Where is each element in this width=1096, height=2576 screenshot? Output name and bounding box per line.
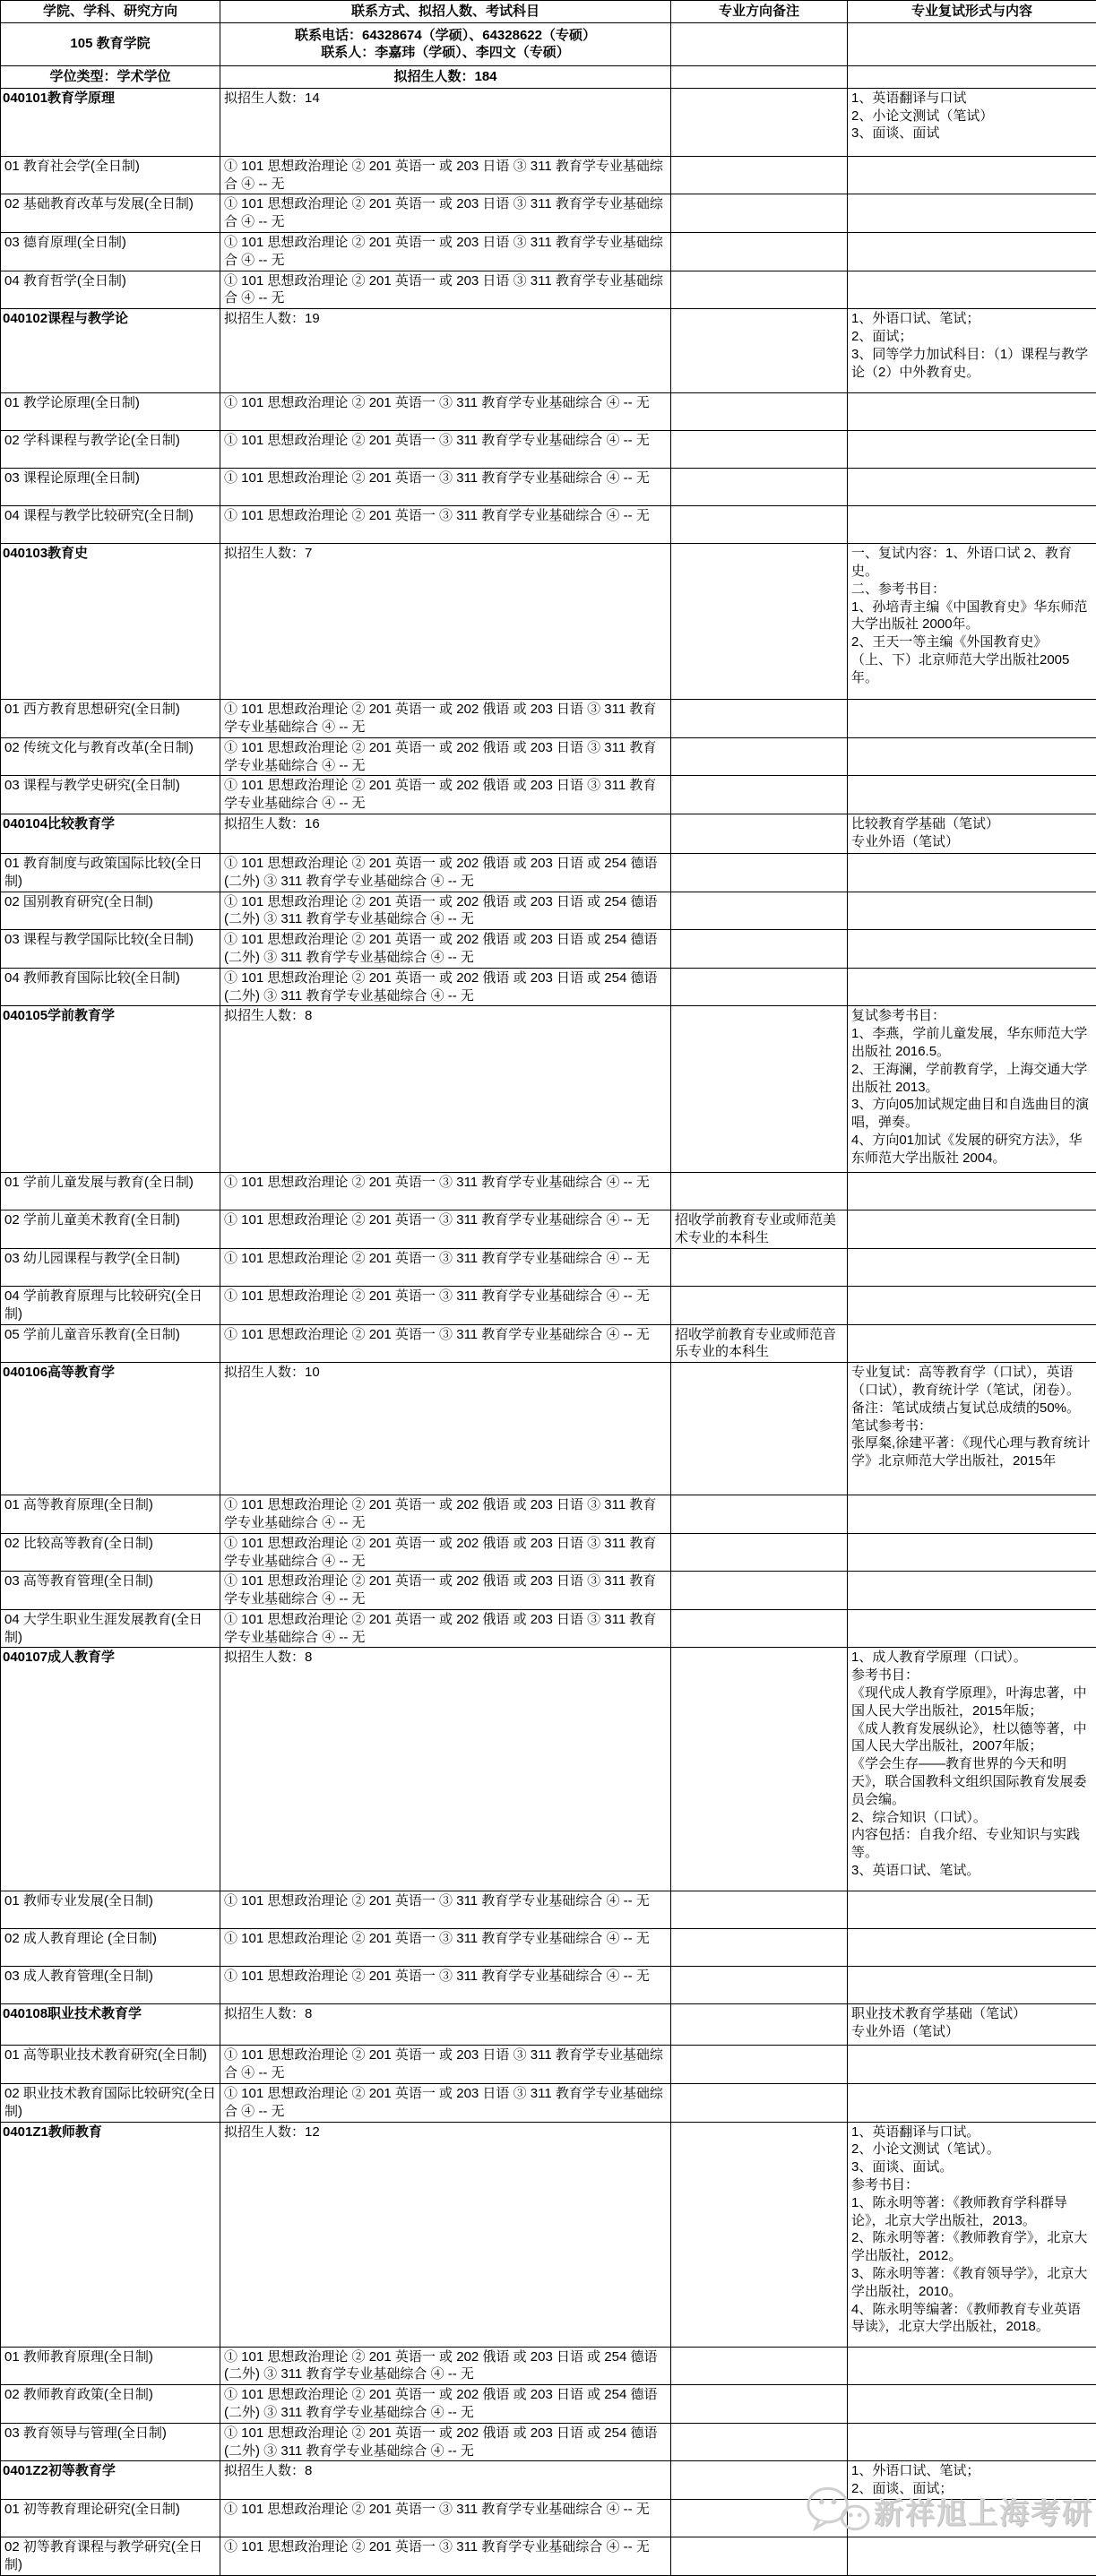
section-retest-cell xyxy=(848,1006,1096,1173)
direction-note-cell xyxy=(671,431,848,469)
exam-subjects-cell: ① 101 思想政治理论 ② 201 英语一 或 202 俄语 或 203 日语 ③ 311 教育学专业基础综合 ④ -- 无 xyxy=(220,776,671,814)
direction-note-cell xyxy=(671,156,848,194)
college-name-cell: 105 教育学院 xyxy=(1,22,220,65)
retest-line: 职业技术教育学基础（笔试） xyxy=(851,2005,1092,2023)
retest-empty-cell xyxy=(848,2385,1096,2424)
direction-row xyxy=(1,393,1096,431)
direction-row xyxy=(1,506,1096,544)
retest-line: 笔试参考书： xyxy=(851,1417,1092,1435)
section-code-cell: 040104比较教育学 xyxy=(1,814,220,853)
exam-subjects-cell: ① 101 思想政治理论 ② 201 英语一 或 202 俄语 或 203 日语 ③ 311 教育学专业基础综合 ④ -- 无 xyxy=(220,700,671,738)
direction-row xyxy=(1,1495,1096,1534)
section-header-row xyxy=(1,1648,1096,1891)
direction-row xyxy=(1,930,1096,969)
direction-note-cell xyxy=(671,1248,848,1286)
direction-row xyxy=(1,2347,1096,2385)
direction-row xyxy=(1,1609,1096,1648)
direction-note-cell xyxy=(671,469,848,506)
direction-name-cell: 04 教师教育国际比较(全日制) xyxy=(1,968,220,1006)
retest-line: （上、下）北京师范大学出版社2005年。 xyxy=(851,651,1092,687)
retest-empty-cell xyxy=(848,1210,1096,1249)
direction-note-cell xyxy=(671,930,848,969)
exam-subjects-cell: ① 101 思想政治理论 ② 201 英语一 或 202 俄语 或 203 日语 ③ 311 教育学专业基础综合 ④ -- 无 xyxy=(220,1495,671,1534)
section-quota-cell: 拟招生人数：10 xyxy=(220,1363,671,1495)
retest-line: 一、复试内容：1、外语口试 2、教育史。 xyxy=(851,545,1092,581)
exam-subjects-cell: ① 101 思想政治理论 ② 201 英语一 ③ 311 教育学专业基础综合 ④ -- 无 xyxy=(220,1210,671,1249)
direction-name-cell: 01 教育制度与政策国际比较(全日制) xyxy=(1,853,220,892)
retest-line: 比较教育学基础（笔试） xyxy=(851,815,1092,833)
exam-subjects-cell: ① 101 思想政治理论 ② 201 英语一 ③ 311 教育学专业基础综合 ④ -- 无 xyxy=(220,2500,671,2537)
direction-row xyxy=(1,1533,1096,1572)
header-col-discipline: 学院、学科、研究方向 xyxy=(1,1,220,23)
direction-name-cell: 02 比较高等教育(全日制) xyxy=(1,1533,220,1572)
exam-subjects-cell: ① 101 思想政治理论 ② 201 英语一 或 203 日语 ③ 311 教育学专业基础综合 ④ -- 无 xyxy=(220,271,671,309)
retest-empty-cell xyxy=(848,1173,1096,1210)
retest-empty-cell xyxy=(848,700,1096,738)
retest-empty-cell xyxy=(848,469,1096,506)
exam-subjects-cell: ① 101 思想政治理论 ② 201 英语一 ③ 311 教育学专业基础综合 ④ -- 无 xyxy=(220,431,671,469)
exam-subjects-cell: ① 101 思想政治理论 ② 201 英语一 ③ 311 教育学专业基础综合 ④ -- 无 xyxy=(220,1967,671,2004)
direction-name-cell: 01 教育社会学(全日制) xyxy=(1,156,220,194)
direction-row xyxy=(1,1967,1096,2004)
section-header-row xyxy=(1,88,1096,156)
empty-cell xyxy=(848,22,1096,65)
retest-line: 2、面试； xyxy=(851,328,1092,346)
direction-name-cell: 03 幼儿园课程与教学(全日制) xyxy=(1,1248,220,1286)
watermark-text: 新祥旭上海考研 xyxy=(874,2490,1093,2532)
retest-empty-cell xyxy=(848,506,1096,544)
direction-note-cell xyxy=(671,1609,848,1648)
section-retest-cell xyxy=(848,309,1096,393)
degree-type-cell: 学位类型：学术学位 xyxy=(1,65,220,88)
exam-subjects-cell: ① 101 思想政治理论 ② 201 英语一 或 202 俄语 或 203 日语 或 254 德语(二外) ③ 311 教育学专业基础综合 ④ -- 无 xyxy=(220,930,671,969)
college-contact-cell xyxy=(220,22,671,65)
exam-subjects-cell: ① 101 思想政治理论 ② 201 英语一 或 202 俄语 或 203 日语 ③ 311 教育学专业基础综合 ④ -- 无 xyxy=(220,1572,671,1610)
retest-line: 4、陈永明等编著：《教师教育专业英语导读》，北京大学出版社，2018。 xyxy=(851,2301,1092,2337)
retest-line: 2、王天一等主编《外国教育史》 xyxy=(851,633,1092,651)
empty-cell xyxy=(848,65,1096,88)
direction-name-cell: 04 课程与教学比较研究(全日制) xyxy=(1,506,220,544)
direction-row xyxy=(1,1891,1096,1929)
section-header-row xyxy=(1,544,1096,700)
empty-cell xyxy=(671,65,848,88)
direction-row xyxy=(1,1929,1096,1967)
direction-note-cell xyxy=(671,1173,848,1210)
retest-empty-cell xyxy=(848,1929,1096,1967)
retest-empty-cell xyxy=(848,2500,1096,2537)
retest-empty-cell xyxy=(848,1891,1096,1929)
direction-name-cell: 03 高等教育管理(全日制) xyxy=(1,1572,220,1610)
section-retest-cell xyxy=(848,1648,1096,1891)
direction-note-cell xyxy=(671,1891,848,1929)
direction-row xyxy=(1,194,1096,233)
retest-empty-cell xyxy=(848,930,1096,969)
section-retest-cell xyxy=(848,2461,1096,2500)
direction-note-cell xyxy=(671,1533,848,1572)
direction-row xyxy=(1,2500,1096,2537)
retest-empty-cell xyxy=(848,2423,1096,2461)
retest-line: 专业外语（笔试） xyxy=(851,833,1092,851)
exam-subjects-cell: ① 101 思想政治理论 ② 201 英语一 ③ 311 教育学专业基础综合 ④ -- 无 xyxy=(220,1929,671,1967)
direction-name-cell: 01 教师专业发展(全日制) xyxy=(1,1891,220,1929)
retest-line: 2、面谈、面试； xyxy=(851,2480,1092,2498)
retest-empty-cell xyxy=(848,431,1096,469)
direction-note-cell xyxy=(671,2385,848,2424)
section-quota-cell: 拟招生人数：8 xyxy=(220,1006,671,1173)
retest-line: 1、李燕，学前儿童发展，华东师范大学出版社 2016.5。 xyxy=(851,1025,1092,1061)
direction-name-cell: 01 高等教育原理(全日制) xyxy=(1,1495,220,1534)
exam-subjects-cell: ① 101 思想政治理论 ② 201 英语一 或 203 日语 ③ 311 教育学专业基础综合 ④ -- 无 xyxy=(220,194,671,233)
direction-row xyxy=(1,469,1096,506)
section-code-cell: 040105学前教育学 xyxy=(1,1006,220,1173)
direction-name-cell: 03 德育原理(全日制) xyxy=(1,232,220,271)
direction-name-cell: 03 课程论原理(全日制) xyxy=(1,469,220,506)
retest-line: 内容包括：自我介绍、专业知识与实践等。 xyxy=(851,1826,1092,1862)
retest-line: 《学会生存——教育世界的今天和明天》，联合国教科文组织国际教育发展委员会编。 xyxy=(851,1755,1092,1808)
exam-subjects-cell: ① 101 思想政治理论 ② 201 英语一 或 202 俄语 或 203 日语 或 254 德语(二外) ③ 311 教育学专业基础综合 ④ -- 无 xyxy=(220,853,671,892)
retest-line: 参考书目： xyxy=(851,1667,1092,1684)
retest-line: 3、英语口试、笔试。 xyxy=(851,1862,1092,1880)
direction-note-cell xyxy=(671,194,848,233)
retest-empty-cell xyxy=(848,2537,1096,2576)
exam-subjects-cell: ① 101 思想政治理论 ② 201 英语一 或 202 俄语 或 203 日语 ③ 311 教育学专业基础综合 ④ -- 无 xyxy=(220,1533,671,1572)
section-quota-cell: 拟招生人数：19 xyxy=(220,309,671,393)
direction-row xyxy=(1,2046,1096,2084)
retest-line: 《成人教育发展纵论》，杜以德等著，中国人民大学出版社，2007年版； xyxy=(851,1720,1092,1756)
exam-subjects-cell: ① 101 思想政治理论 ② 201 英语一 或 203 日语 ③ 311 教育学专业基础综合 ④ -- 无 xyxy=(220,156,671,194)
direction-row xyxy=(1,271,1096,309)
direction-name-cell: 02 学前儿童美术教育(全日制) xyxy=(1,1210,220,1249)
section-header-row xyxy=(1,2004,1096,2046)
section-note-cell xyxy=(671,2122,848,2347)
direction-name-cell: 01 教学论原理(全日制) xyxy=(1,393,220,431)
header-col-direction-notes: 专业方向备注 xyxy=(671,1,848,23)
retest-empty-cell xyxy=(848,1609,1096,1648)
section-header-row xyxy=(1,1006,1096,1173)
section-code-cell: 040103教育史 xyxy=(1,544,220,700)
section-code-cell: 040108职业技术教育学 xyxy=(1,2004,220,2046)
direction-row xyxy=(1,2385,1096,2424)
direction-name-cell: 01 西方教育思想研究(全日制) xyxy=(1,700,220,738)
retest-line: 《现代成人教育学原理》，叶海忠著，中国人民大学出版社，2015年版； xyxy=(851,1684,1092,1720)
retest-empty-cell xyxy=(848,853,1096,892)
direction-row xyxy=(1,232,1096,271)
direction-row xyxy=(1,156,1096,194)
direction-name-cell: 01 高等职业技术教育研究(全日制) xyxy=(1,2046,220,2084)
direction-note-cell xyxy=(671,1572,848,1610)
retest-empty-cell xyxy=(848,2347,1096,2385)
retest-line: 张厚粲,徐建平著：《现代心理与教育统计学》北京师范大学出版社，2015年 xyxy=(851,1434,1092,1470)
section-header-row xyxy=(1,309,1096,393)
section-header-row xyxy=(1,1363,1096,1495)
retest-line: 专业复试：高等教育学（口试），英语（口试），教育统计学（笔试，闭卷）。 xyxy=(851,1364,1092,1400)
section-retest-cell xyxy=(848,1363,1096,1495)
section-retest-cell xyxy=(848,88,1096,156)
direction-note-cell xyxy=(671,232,848,271)
direction-name-cell: 03 成人教育管理(全日制) xyxy=(1,1967,220,2004)
direction-name-cell: 03 课程与教学国际比较(全日制) xyxy=(1,930,220,969)
exam-subjects-cell: ① 101 思想政治理论 ② 201 英语一 ③ 311 教育学专业基础综合 ④ -- 无 xyxy=(220,1248,671,1286)
retest-empty-cell xyxy=(848,2046,1096,2084)
direction-note-cell xyxy=(671,2537,848,2576)
table-body xyxy=(1,22,1096,2575)
direction-note-cell xyxy=(671,2046,848,2084)
section-code-cell: 0401Z2初等教育学 xyxy=(1,2461,220,2500)
direction-row xyxy=(1,2423,1096,2461)
direction-name-cell: 04 大学生职业生涯发展教育(全日制) xyxy=(1,1609,220,1648)
section-code-cell: 040107成人教育学 xyxy=(1,1648,220,1891)
section-code-cell: 040101教育学原理 xyxy=(1,88,220,156)
exam-subjects-cell: ① 101 思想政治理论 ② 201 英语一 ③ 311 教育学专业基础综合 ④ -- 无 xyxy=(220,393,671,431)
direction-name-cell: 02 成人教育理论 (全日制) xyxy=(1,1929,220,1967)
direction-row xyxy=(1,1286,1096,1324)
direction-note-cell: 招收学前教育专业或师范美术专业的本科生 xyxy=(671,1210,848,1249)
section-retest-cell xyxy=(848,2122,1096,2347)
retest-line: 3、面谈、面试。 xyxy=(851,2158,1092,2176)
retest-empty-cell xyxy=(848,1533,1096,1572)
retest-empty-cell xyxy=(848,1967,1096,2004)
direction-name-cell: 04 教育哲学(全日制) xyxy=(1,271,220,309)
retest-line: 4、方向01加试《发展的研究方法》，华东师范大学出版社 2004。 xyxy=(851,1132,1092,1167)
total-quota-cell: 拟招生人数：184 xyxy=(220,65,671,88)
retest-empty-cell xyxy=(848,393,1096,431)
exam-subjects-cell: ① 101 思想政治理论 ② 201 英语一 ③ 311 教育学专业基础综合 ④ -- 无 xyxy=(220,1173,671,1210)
direction-row xyxy=(1,1324,1096,1363)
direction-row xyxy=(1,431,1096,469)
section-quota-cell: 拟招生人数：7 xyxy=(220,544,671,700)
direction-name-cell: 01 教师教育原理(全日制) xyxy=(1,2347,220,2385)
exam-subjects-cell: ① 101 思想政治理论 ② 201 英语一 或 202 俄语 或 203 日语 或 254 德语(二外) ③ 311 教育学专业基础综合 ④ -- 无 xyxy=(220,2347,671,2385)
section-note-cell xyxy=(671,1648,848,1891)
retest-line: 3、陈永明等著：《教育领导学》，北京大学出版社，2010。 xyxy=(851,2265,1092,2301)
section-retest-cell xyxy=(848,2004,1096,2046)
direction-name-cell: 02 基础教育改革与发展(全日制) xyxy=(1,194,220,233)
direction-row xyxy=(1,853,1096,892)
direction-name-cell: 04 学前教育原理与比较研究(全日制) xyxy=(1,1286,220,1324)
retest-empty-cell xyxy=(848,1286,1096,1324)
retest-line: 专业外语（笔试） xyxy=(851,2023,1092,2041)
section-note-cell xyxy=(671,1006,848,1173)
retest-empty-cell xyxy=(848,271,1096,309)
section-note-cell xyxy=(671,88,848,156)
retest-empty-cell xyxy=(848,1572,1096,1610)
header-row xyxy=(1,1,1096,23)
section-note-cell xyxy=(671,2004,848,2046)
section-note-cell xyxy=(671,2461,848,2500)
direction-name-cell: 03 课程与教学史研究(全日制) xyxy=(1,776,220,814)
exam-subjects-cell: ① 101 思想政治理论 ② 201 英语一 或 202 俄语 或 203 日语 ③ 311 教育学专业基础综合 ④ -- 无 xyxy=(220,737,671,776)
exam-subjects-cell: ① 101 思想政治理论 ② 201 英语一 ③ 311 教育学专业基础综合 ④ -- 无 xyxy=(220,1891,671,1929)
retest-line: 1、成人教育学原理（口试）。 xyxy=(851,1649,1092,1667)
direction-note-cell xyxy=(671,2347,848,2385)
direction-note-cell xyxy=(671,271,848,309)
exam-subjects-cell: ① 101 思想政治理论 ② 201 英语一 或 203 日语 ③ 311 教育学专业基础综合 ④ -- 无 xyxy=(220,2046,671,2084)
retest-empty-cell xyxy=(848,156,1096,194)
section-quota-cell: 拟招生人数：14 xyxy=(220,88,671,156)
direction-row xyxy=(1,1210,1096,1249)
section-quota-cell: 拟招生人数：12 xyxy=(220,2122,671,2347)
direction-note-cell xyxy=(671,2423,848,2461)
exam-subjects-cell: ① 101 思想政治理论 ② 201 英语一 或 203 日语 ③ 311 教育学专业基础综合 ④ -- 无 xyxy=(220,232,671,271)
section-code-cell: 040106高等教育学 xyxy=(1,1363,220,1495)
direction-row xyxy=(1,892,1096,930)
direction-name-cell: 03 教育领导与管理(全日制) xyxy=(1,2423,220,2461)
retest-line: 2、陈永明等著：《教师教育学》，北京大学出版社，2012。 xyxy=(851,2229,1092,2265)
direction-row xyxy=(1,2084,1096,2123)
direction-row xyxy=(1,2537,1096,2576)
direction-name-cell: 02 传统文化与教育改革(全日制) xyxy=(1,737,220,776)
direction-name-cell: 01 学前儿童发展与教育(全日制) xyxy=(1,1173,220,1210)
section-retest-cell xyxy=(848,814,1096,853)
retest-line: 3、方向05加试规定曲目和自选曲目的演唱，弹奏。 xyxy=(851,1096,1092,1132)
retest-line: 1、外语口试、笔试； xyxy=(851,310,1092,328)
direction-note-cell xyxy=(671,968,848,1006)
direction-row xyxy=(1,1248,1096,1286)
college-row xyxy=(1,22,1096,65)
direction-name-cell: 02 初等教育课程与教学研究(全日制) xyxy=(1,2537,220,2576)
direction-note-cell xyxy=(671,737,848,776)
direction-name-cell: 02 教师教育政策(全日制) xyxy=(1,2385,220,2424)
section-note-cell xyxy=(671,544,848,700)
contact-person: 联系人：李嘉玮（学硕）、李四文（专硕） xyxy=(224,44,667,62)
retest-line: 2、综合知识（口试）。 xyxy=(851,1809,1092,1827)
exam-subjects-cell: ① 101 思想政治理论 ② 201 英语一 ③ 311 教育学专业基础综合 ④ -- 无 xyxy=(220,469,671,506)
exam-subjects-cell: ① 101 思想政治理论 ② 201 英语一 ③ 311 教育学专业基础综合 ④ -- 无 xyxy=(220,1286,671,1324)
contact-phone: 联系电话：64328674（学硕）、64328622（专硕） xyxy=(224,27,667,45)
direction-row xyxy=(1,776,1096,814)
direction-note-cell xyxy=(671,393,848,431)
direction-row xyxy=(1,700,1096,738)
direction-row xyxy=(1,1173,1096,1210)
retest-empty-cell xyxy=(848,1324,1096,1363)
section-quota-cell: 拟招生人数：8 xyxy=(220,2461,671,2500)
direction-name-cell: 02 职业技术教育国际比较研究(全日制) xyxy=(1,2084,220,2123)
retest-empty-cell xyxy=(848,776,1096,814)
direction-note-cell xyxy=(671,776,848,814)
retest-line: 2、王海澜，学前教育学，上海交通大学出版社 2013。 xyxy=(851,1061,1092,1097)
retest-empty-cell xyxy=(848,2084,1096,2123)
direction-note-cell xyxy=(671,1929,848,1967)
section-quota-cell: 拟招生人数：16 xyxy=(220,814,671,853)
retest-line: 3、同等学力加试科目：（1）课程与教学论（2）中外教育史。 xyxy=(851,346,1092,382)
retest-line: 3、面谈、面试 xyxy=(851,125,1092,142)
table-header xyxy=(1,1,1096,23)
retest-line: 1、孙培青主编《中国教育史》华东师范大学出版社 2000年。 xyxy=(851,599,1092,634)
section-quota-cell: 拟招生人数：8 xyxy=(220,1648,671,1891)
retest-line: 2、小论文测试（笔试）。 xyxy=(851,2141,1092,2158)
section-note-cell xyxy=(671,814,848,853)
direction-row xyxy=(1,1572,1096,1610)
section-header-row xyxy=(1,2461,1096,2500)
direction-note-cell xyxy=(671,1286,848,1324)
retest-line: 备注：笔试成绩占复试总成绩的50%。 xyxy=(851,1400,1092,1417)
exam-subjects-cell: ① 101 思想政治理论 ② 201 英语一 ③ 311 教育学专业基础综合 ④ -- 无 xyxy=(220,2537,671,2576)
direction-name-cell: 01 初等教育理论研究(全日制) xyxy=(1,2500,220,2537)
retest-empty-cell xyxy=(848,968,1096,1006)
direction-note-cell xyxy=(671,1967,848,2004)
direction-note-cell xyxy=(671,853,848,892)
retest-empty-cell xyxy=(848,1495,1096,1534)
exam-subjects-cell: ① 101 思想政治理论 ② 201 英语一 ③ 311 教育学专业基础综合 ④ -- 无 xyxy=(220,1324,671,1363)
direction-note-cell xyxy=(671,892,848,930)
section-quota-cell: 拟招生人数：8 xyxy=(220,2004,671,2046)
retest-line: 二、参考书目： xyxy=(851,581,1092,599)
retest-empty-cell xyxy=(848,1248,1096,1286)
retest-line: 1、英语翻译与口试 xyxy=(851,90,1092,108)
retest-empty-cell xyxy=(848,892,1096,930)
retest-line: 1、外语口试、笔试； xyxy=(851,2462,1092,2480)
empty-cell xyxy=(671,22,848,65)
direction-note-cell xyxy=(671,1495,848,1534)
section-header-row xyxy=(1,2122,1096,2347)
retest-empty-cell xyxy=(848,232,1096,271)
direction-note-cell xyxy=(671,700,848,738)
section-retest-cell xyxy=(848,544,1096,700)
direction-name-cell: 05 学前儿童音乐教育(全日制) xyxy=(1,1324,220,1363)
direction-name-cell: 02 学科课程与教学论(全日制) xyxy=(1,431,220,469)
retest-line: 2、小论文测试（笔试） xyxy=(851,108,1092,125)
section-header-row xyxy=(1,814,1096,853)
retest-line: 参考书目： xyxy=(851,2176,1092,2194)
exam-subjects-cell: ① 101 思想政治理论 ② 201 英语一 或 202 俄语 或 203 日语 或 254 德语(二外) ③ 311 教育学专业基础综合 ④ -- 无 xyxy=(220,968,671,1006)
direction-note-cell xyxy=(671,2500,848,2537)
section-code-cell: 0401Z1教师教育 xyxy=(1,2122,220,2347)
exam-subjects-cell: ① 101 思想政治理论 ② 201 英语一 或 202 俄语 或 203 日语 或 254 德语(二外) ③ 311 教育学专业基础综合 ④ -- 无 xyxy=(220,2385,671,2424)
direction-note-cell xyxy=(671,506,848,544)
exam-subjects-cell: ① 101 思想政治理论 ② 201 英语一 ③ 311 教育学专业基础综合 ④ -- 无 xyxy=(220,506,671,544)
direction-name-cell: 02 国别教育研究(全日制) xyxy=(1,892,220,930)
direction-note-cell: 招收学前教育专业或师范音乐专业的本科生 xyxy=(671,1324,848,1363)
exam-subjects-cell: ① 101 思想政治理论 ② 201 英语一 或 202 俄语 或 203 日语 ③ 311 教育学专业基础综合 ④ -- 无 xyxy=(220,1609,671,1648)
retest-line: 复试参考书目： xyxy=(851,1007,1092,1025)
section-code-cell: 040102课程与教学论 xyxy=(1,309,220,393)
retest-empty-cell xyxy=(848,737,1096,776)
retest-empty-cell xyxy=(848,194,1096,233)
direction-note-cell xyxy=(671,2084,848,2123)
exam-subjects-cell: ① 101 思想政治理论 ② 201 英语一 或 203 日语 ③ 311 教育学专业基础综合 ④ -- 无 xyxy=(220,2084,671,2123)
section-note-cell xyxy=(671,309,848,393)
section-note-cell xyxy=(671,1363,848,1495)
header-col-contact-exams: 联系方式、拟招人数、考试科目 xyxy=(220,1,671,23)
exam-subjects-cell: ① 101 思想政治理论 ② 201 英语一 或 202 俄语 或 203 日语 或 254 德语(二外) ③ 311 教育学专业基础综合 ④ -- 无 xyxy=(220,892,671,930)
header-col-retest: 专业复试形式与内容 xyxy=(848,1,1096,23)
degree-row xyxy=(1,65,1096,88)
retest-line: 1、陈永明等著：《教师教育学科群导论》，北京大学出版社，2013。 xyxy=(851,2194,1092,2230)
exam-subjects-cell: ① 101 思想政治理论 ② 201 英语一 或 202 俄语 或 203 日语 或 254 德语(二外) ③ 311 教育学专业基础综合 ④ -- 无 xyxy=(220,2423,671,2461)
retest-line: 1、英语翻译与口试。 xyxy=(851,2124,1092,2141)
direction-row xyxy=(1,968,1096,1006)
direction-row xyxy=(1,737,1096,776)
